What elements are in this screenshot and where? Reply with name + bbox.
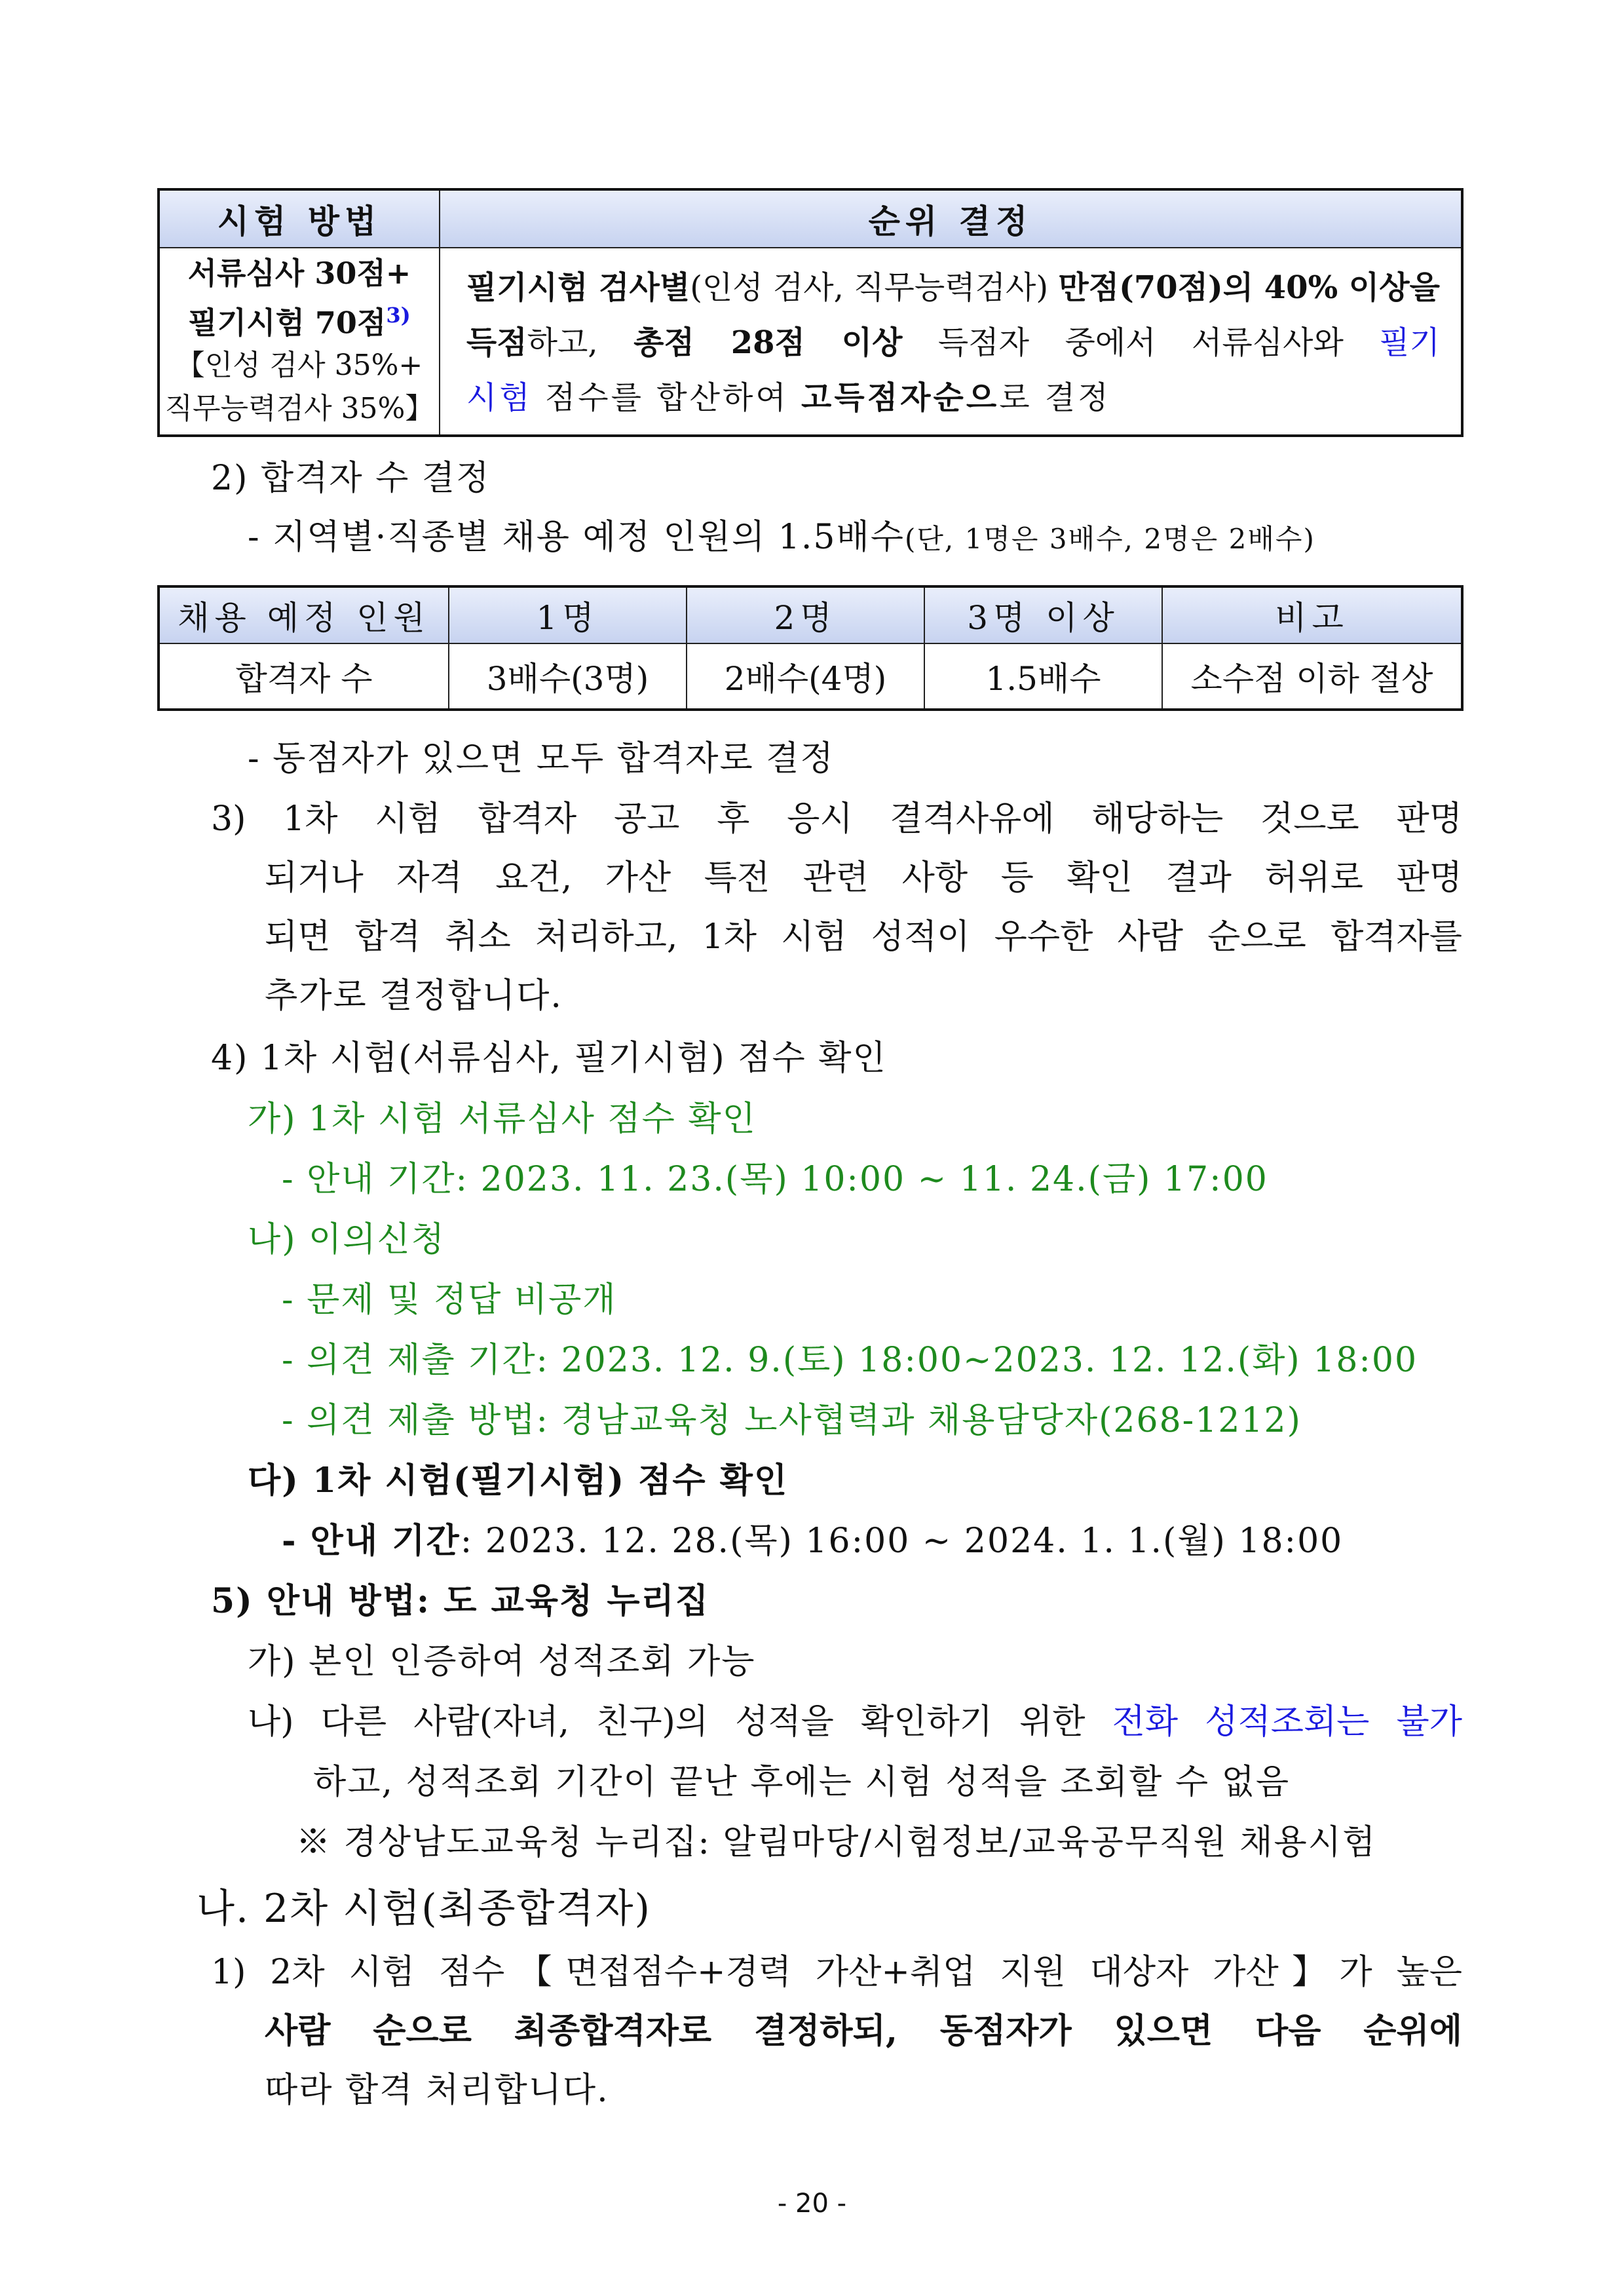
note: ※ 경상남도교육청 누리집: 알림마당/시험정보/교육공무직원 채용시험	[296, 1823, 1377, 1862]
table-cell: 1.5배수	[924, 643, 1162, 710]
table-header: 3명 이상	[924, 586, 1162, 643]
sub-item: - 의견 제출 기간: 2023. 12. 9.(토) 18:00~2023. 12. 12.(화) 18:00	[282, 1341, 1418, 1380]
section-heading: 5) 안내 방법: 도 교육청 누리집	[211, 1581, 710, 1621]
method-line: 필기시험 70점$^{3)}$	[188, 303, 411, 341]
method-cell	[159, 248, 440, 436]
sub-item: - 동점자가 있으면 모두 합격자로 결정	[248, 739, 835, 778]
sub-item: - 안내 기간: 2023. 12. 28.(목) 16:00 ~ 2024. 1. 1.(월) 18:00	[282, 1521, 1344, 1561]
paragraph-line: 되면 합격 취소 처리하고, 1차 시험 성적이 우수한 사람 순으로 합격자를	[265, 917, 1462, 957]
method-line: 직무능력검사 35%】	[164, 391, 434, 425]
table-cell: 합격자 수	[159, 643, 449, 710]
pass-count-table	[157, 585, 1463, 711]
sub-item: - 문제 및 정답 비공개	[282, 1280, 617, 1320]
rank-line: 필기시험 검사별(인성 검사, 직무능력검사) 만점(70점)의 40% 이상을	[466, 269, 1440, 306]
table-row	[159, 643, 1462, 710]
paragraph-line: 추가로 결정합니다.	[265, 976, 563, 1016]
sub-item: 가) 본인 인증하여 성적조회 가능	[248, 1642, 756, 1681]
sub-heading: 나) 이의신청	[248, 1220, 445, 1259]
selection-method-table	[157, 188, 1463, 437]
table-header: 2명	[687, 586, 924, 643]
section-heading: 2) 합격자 수 결정	[211, 459, 491, 498]
paragraph-line: 되거나 자격 요건, 가산 특전 관련 사항 등 확인 결과 허위로 판명	[265, 858, 1462, 898]
method-line: 【인성 검사 35%+	[176, 348, 423, 382]
section-heading: 4) 1차 시험(서류심사, 필기시험) 점수 확인	[211, 1039, 887, 1078]
sub-item: 하고, 성적조회 기간이 끝난 후에는 시험 성적을 조회할 수 없음	[313, 1763, 1291, 1802]
sub-heading: 다) 1차 시험(필기시험) 점수 확인	[248, 1461, 789, 1501]
table-header: 채용 예정 인원	[159, 586, 449, 643]
table-cell: 2배수(4명)	[687, 643, 924, 710]
sub-item: - 지역별·직종별 채용 예정 인원의 1.5배수(단, 1명은 3배수, 2명은 2배수)	[248, 518, 1315, 557]
sub-item: - 안내 기간: 2023. 11. 23.(목) 10:00 ~ 11. 24.(금) 17:00	[282, 1160, 1268, 1199]
rank-line: 시험 점수를 합산하여 고득점자순으로 결정	[466, 379, 1111, 416]
method-line: 서류심사 30점+	[187, 256, 411, 292]
page-number: - 20 -	[777, 2189, 847, 2219]
sub-item: 나) 다른 사람(자녀, 친구)의 성적을 확인하기 위한 전화 성적조회는 불가	[248, 1702, 1462, 1742]
table-cell: 3배수(3명)	[449, 643, 687, 710]
table-header: 순위 결정	[440, 189, 1462, 248]
paragraph-line: 3) 1차 시험 합격자 공고 후 응시 결격사유에 해당하는 것으로 판명	[211, 799, 1462, 839]
rank-cell	[440, 248, 1462, 436]
paragraph-line: 사람 순으로 최종합격자로 결정하되, 동점자가 있으면 다음 순위에	[265, 2011, 1462, 2051]
table-header: 1명	[449, 586, 687, 643]
rank-line: 득점하고, 총점 28점 이상 득점자 중에서 서류심사와 필기	[466, 324, 1440, 361]
sub-item: - 의견 제출 방법: 경남교육청 노사협력과 채용담당자(268-1212)	[282, 1401, 1302, 1440]
footnote-ref: 3)	[386, 303, 411, 328]
paragraph-line: 1) 2차 시험 점수【면접점수+경력 가산+취업 지원 대상자 가산】가 높은	[211, 1953, 1462, 1992]
section-title: 나. 2차 시험(최종합격자)	[197, 1886, 651, 1932]
paragraph-line: 따라 합격 처리합니다.	[265, 2071, 609, 2110]
sub-heading: 가) 1차 시험 서류심사 점수 확인	[248, 1100, 757, 1139]
table-header: 비고	[1162, 586, 1462, 643]
table-cell: 소수점 이하 절상	[1162, 643, 1462, 710]
table-header: 시험 방법	[159, 189, 440, 248]
